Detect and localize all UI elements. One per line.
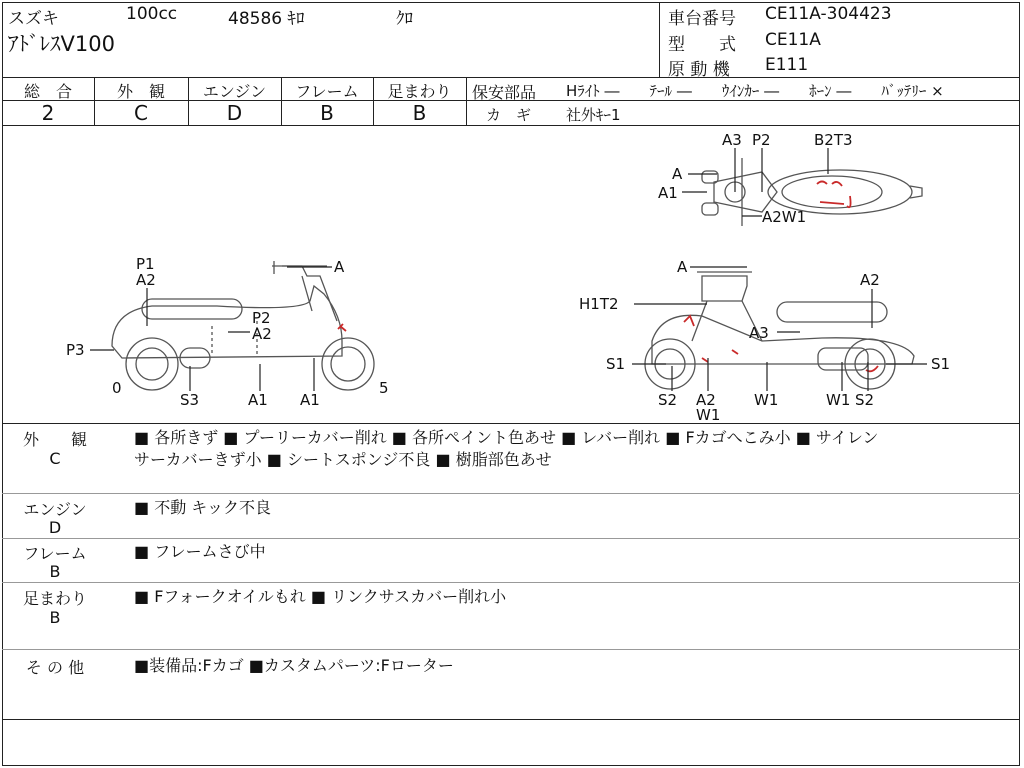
- section-grade-frame: B: [49, 562, 61, 581]
- label-a1: A1: [248, 391, 268, 409]
- model-name: ｱﾄﾞﾚｽV100: [8, 32, 115, 56]
- safety-parts-items: Hﾗｲﾄ ― ﾃｰﾙ ― ｳｲﾝｶｰ ― ﾎｰﾝ ― ﾊﾞｯﾃﾘｰ ×: [566, 82, 944, 100]
- label-s1-right: S1: [931, 355, 951, 373]
- label-s2-right: S2: [855, 391, 875, 409]
- label-s2-left: S2: [658, 391, 678, 409]
- label-a2w1-top: A2W1: [762, 208, 807, 226]
- rule: [466, 77, 467, 125]
- suspension-grade: B: [412, 101, 427, 125]
- rule: [2, 423, 1020, 424]
- scooter-right-view: [645, 272, 914, 389]
- label-p3: P3: [66, 341, 85, 359]
- label-p1: P1: [136, 255, 155, 273]
- rule: [2, 77, 1020, 78]
- safety-parts-label: 保安部品: [472, 83, 537, 102]
- section-label-suspension: 足まわり: [22, 589, 87, 608]
- label-w1: W1: [754, 391, 779, 409]
- label-a-top: A: [672, 165, 683, 183]
- engine-grade-label: エンジン: [202, 82, 267, 101]
- section-grade-exterior: C: [49, 449, 61, 468]
- label-w1-rear: W1: [826, 391, 851, 409]
- label-s1-left: S1: [606, 355, 626, 373]
- note-line: ■ 不動 キック不良: [134, 498, 271, 517]
- color: ｸﾛ: [396, 9, 413, 29]
- section-grade-suspension: B: [49, 608, 61, 627]
- type-value: CE11A: [765, 30, 821, 50]
- maker: スズキ: [8, 9, 59, 29]
- rule: [2, 493, 1020, 494]
- frame-grade-label: フレーム: [295, 82, 359, 101]
- label-a2: A2: [860, 271, 880, 289]
- label-h1t2: H1T2: [579, 295, 619, 313]
- label-a3: A3: [749, 324, 769, 342]
- label-a3-top: A3: [722, 131, 742, 149]
- label-p2: P2: [252, 309, 271, 327]
- rule: [2, 538, 1020, 539]
- damage-diagram: [2, 126, 1020, 423]
- key-value: 社外ｷｰ1: [566, 106, 621, 124]
- label-0: 0: [112, 379, 122, 397]
- suspension-grade-label: 足まわり: [387, 82, 452, 101]
- note-line: ■装備品:Fカゴ ■カスタムパーツ:Fローター: [134, 656, 454, 675]
- section-grade-engine: D: [48, 518, 62, 537]
- leader-lines: [90, 148, 927, 391]
- label-a2-b: A2: [252, 325, 272, 343]
- mileage: 48586 ｷﾛ: [228, 9, 305, 29]
- rule: [2, 719, 1020, 720]
- note-line: ■ フレームさび中: [134, 542, 266, 561]
- frame-number-label: 車台番号: [668, 9, 736, 29]
- exterior-notes: [134, 427, 1014, 471]
- label-a1-b: A1: [300, 391, 320, 409]
- overall-grade: 2: [41, 101, 55, 125]
- label-s3: S3: [180, 391, 200, 409]
- frame-notes: [134, 541, 1014, 563]
- label-a: A: [677, 258, 688, 276]
- engine-grade: D: [226, 101, 243, 125]
- label-p2-top: P2: [752, 131, 771, 149]
- type-label: 型 式: [668, 35, 736, 55]
- label-b2t3-top: B2T3: [814, 131, 853, 149]
- key-label: カ ギ: [486, 106, 532, 124]
- label-a1-top: A1: [658, 184, 678, 202]
- rule: [2, 582, 1020, 583]
- note-line: ■ Fフォークオイルもれ ■ リンクサスカバー削れ小: [134, 587, 507, 606]
- label-w1-lower: W1: [696, 406, 721, 423]
- frame-grade: B: [320, 101, 334, 125]
- label-5: 5: [379, 379, 389, 397]
- frame-number: CE11A-304423: [765, 4, 892, 24]
- section-label-other: そ の 他: [25, 658, 85, 677]
- note-line: サーカバーきず小 ■ シートスポンジ不良 ■ 樹脂部色あせ: [134, 450, 552, 469]
- label-a2: A2: [136, 271, 156, 289]
- exterior-grade: C: [134, 101, 148, 125]
- header-divider: [659, 2, 660, 78]
- displacement: 100cc: [126, 4, 178, 24]
- note-line: ■ 各所きず ■ プーリーカバー削れ ■ 各所ペイント色あせ ■ レバー削れ ■ Fカゴへこみ小 ■ サイレン: [134, 428, 879, 447]
- suspension-notes: [134, 586, 1014, 608]
- label-a: A: [334, 258, 345, 276]
- section-label-engine: エンジン: [23, 500, 87, 519]
- section-label-frame: フレーム: [23, 544, 87, 563]
- exterior-grade-label: 外 観: [116, 82, 165, 101]
- engine-type-value: E111: [765, 55, 809, 75]
- engine-type-label: 原 動 機: [668, 60, 730, 80]
- engine-notes: [134, 497, 1014, 519]
- other-notes: [134, 655, 1014, 677]
- rule: [2, 649, 1020, 650]
- overall-grade-label: 総 合: [23, 82, 72, 101]
- label-a2-lower: A2: [696, 391, 716, 409]
- section-label-exterior: 外 観: [22, 430, 87, 449]
